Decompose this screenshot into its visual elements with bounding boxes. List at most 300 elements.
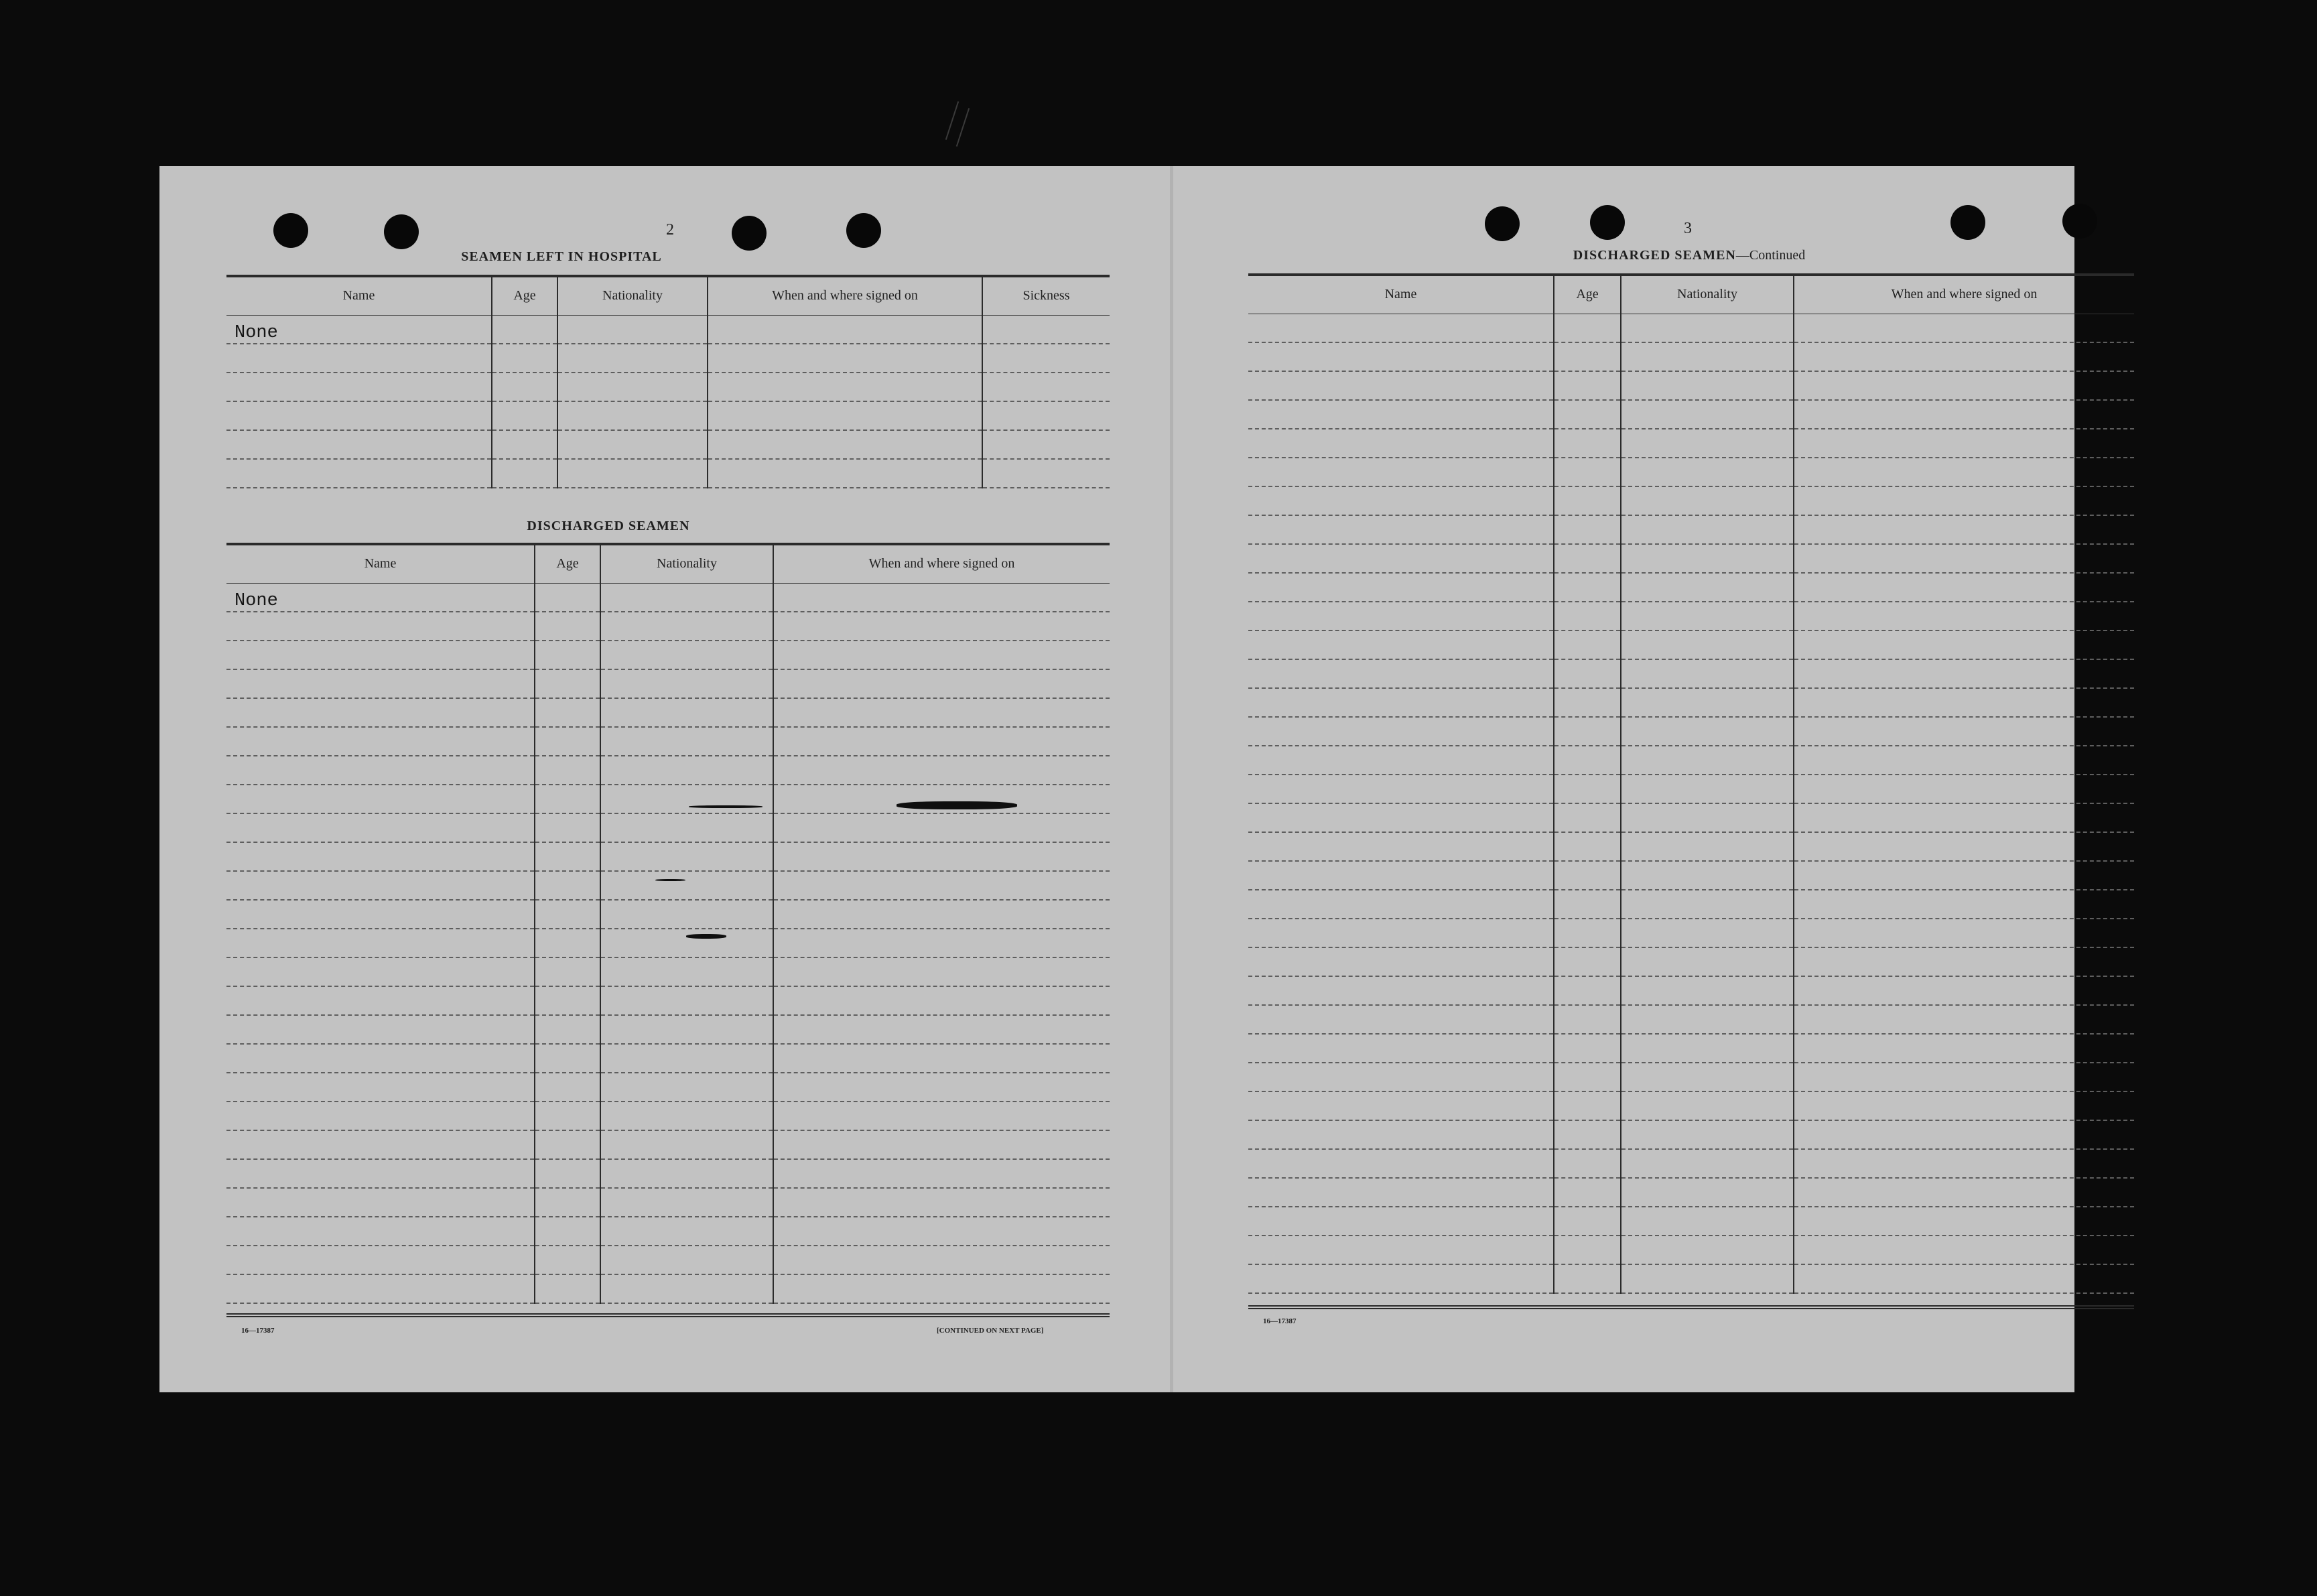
table-cell <box>1794 746 2134 775</box>
table-cell <box>708 344 982 373</box>
table-cell <box>1794 314 2134 342</box>
table-row <box>1248 1149 2134 1178</box>
hospital-header-2: Nationality <box>557 276 708 315</box>
table-cell <box>1554 1207 1621 1236</box>
table-row <box>1248 602 2134 630</box>
table-cell <box>1621 429 1794 458</box>
table-cell <box>1554 544 1621 573</box>
table-cell <box>1554 861 1621 890</box>
table-cell <box>1794 1264 2134 1293</box>
handwritten-mark <box>945 101 959 140</box>
table-cell <box>1554 1091 1621 1120</box>
table-row <box>226 612 1110 641</box>
hospital-header-4: Sickness <box>982 276 1110 315</box>
table-cell <box>773 756 1110 785</box>
table-row <box>1248 861 2134 890</box>
table-cell <box>1248 458 1554 486</box>
table-row <box>1248 1207 2134 1236</box>
table-row <box>226 669 1110 698</box>
table-row <box>226 1015 1110 1044</box>
table-cell <box>535 1188 600 1217</box>
table-cell <box>492 373 557 401</box>
table-cell <box>1621 400 1794 429</box>
table-cell <box>1554 659 1621 688</box>
table-cell <box>773 986 1110 1015</box>
table-row <box>226 957 1110 986</box>
table-cell <box>1794 890 2134 919</box>
table-cell <box>1621 688 1794 717</box>
table-cell <box>1248 1120 1554 1149</box>
table-cell <box>1621 947 1794 976</box>
table-cell <box>600 756 773 785</box>
table-cell <box>1621 342 1794 371</box>
table-row <box>226 1274 1110 1303</box>
continued-note: [CONTINUED ON NEXT PAGE] <box>937 1327 1044 1335</box>
table-cell <box>600 929 773 957</box>
table-cell <box>226 900 535 929</box>
discharged-continued-title: DISCHARGED SEAMEN—Continued <box>1573 248 1806 263</box>
table-row <box>226 583 1110 612</box>
table-cell <box>1554 314 1621 342</box>
table-cell <box>1554 400 1621 429</box>
table-row <box>226 315 1110 344</box>
binder-hole <box>273 213 308 248</box>
table-cell <box>1248 602 1554 630</box>
binder-hole <box>1950 205 1985 240</box>
table-cell <box>226 756 535 785</box>
table-cell <box>982 401 1110 430</box>
table-cell <box>1794 515 2134 544</box>
table-cell <box>1621 486 1794 515</box>
table-cell <box>773 929 1110 957</box>
table-cell <box>226 1073 535 1102</box>
table-cell <box>492 315 557 344</box>
table-cell <box>600 1246 773 1274</box>
table-cell <box>708 315 982 344</box>
table-cell <box>226 1217 535 1246</box>
table-cell <box>226 669 535 698</box>
table-cell <box>1794 630 2134 659</box>
table-row <box>226 459 1110 488</box>
table-cell <box>1248 976 1554 1005</box>
discharged-continued-header-0: Name <box>1248 275 1554 314</box>
table-row <box>226 1188 1110 1217</box>
binder-hole <box>1590 205 1625 240</box>
table-cell <box>1554 947 1621 976</box>
table-row <box>226 1130 1110 1159</box>
left-page <box>159 166 1170 1392</box>
table-row <box>226 1102 1110 1130</box>
table-cell <box>1554 515 1621 544</box>
table-cell <box>1621 1120 1794 1149</box>
table-cell <box>535 698 600 727</box>
table-cell <box>600 871 773 900</box>
table-row <box>1248 775 2134 803</box>
table-row <box>226 1217 1110 1246</box>
binder-hole <box>1485 206 1520 241</box>
table-row <box>226 1073 1110 1102</box>
table-cell <box>600 813 773 842</box>
table-cell <box>1554 573 1621 602</box>
table-row <box>1248 1034 2134 1063</box>
bottom-rule <box>226 1313 1110 1317</box>
table-row <box>226 871 1110 900</box>
table-cell <box>557 459 708 488</box>
table-cell <box>600 785 773 813</box>
table-row <box>226 929 1110 957</box>
table-cell <box>600 957 773 986</box>
table-row <box>226 1159 1110 1188</box>
table-cell <box>535 756 600 785</box>
table-cell <box>1794 1120 2134 1149</box>
table-cell <box>1554 1063 1621 1091</box>
table-cell <box>773 1102 1110 1130</box>
table-cell <box>1554 630 1621 659</box>
table-cell <box>600 583 773 612</box>
table-cell <box>535 1102 600 1130</box>
table-cell <box>226 727 535 756</box>
table-cell <box>1554 1120 1621 1149</box>
table-cell <box>1248 314 1554 342</box>
table-cell <box>535 842 600 871</box>
table-cell <box>1248 400 1554 429</box>
table-cell <box>226 813 535 842</box>
table-cell <box>708 430 982 459</box>
discharged-section-title: DISCHARGED SEAMEN <box>527 519 690 533</box>
table-cell <box>535 641 600 669</box>
table-cell <box>1248 832 1554 861</box>
table-cell <box>1554 1264 1621 1293</box>
table-cell <box>557 315 708 344</box>
table-cell <box>535 1217 600 1246</box>
table-cell <box>1248 342 1554 371</box>
table-cell <box>226 1102 535 1130</box>
table-cell <box>226 929 535 957</box>
table-cell <box>982 344 1110 373</box>
discharged-header-0: Name <box>226 544 535 583</box>
table-cell <box>1554 775 1621 803</box>
table-cell <box>1248 371 1554 400</box>
table-cell <box>1248 1063 1554 1091</box>
table-cell <box>708 459 982 488</box>
table-cell <box>1794 775 2134 803</box>
table-cell <box>600 1102 773 1130</box>
table-cell <box>1794 659 2134 688</box>
table-cell <box>1554 486 1621 515</box>
table-row <box>1248 890 2134 919</box>
table-cell <box>1621 976 1794 1005</box>
table-cell <box>535 957 600 986</box>
table-cell <box>1794 400 2134 429</box>
table-cell <box>1794 1178 2134 1207</box>
table-row <box>1248 573 2134 602</box>
table-cell <box>1248 1178 1554 1207</box>
table-cell <box>1554 803 1621 832</box>
table-cell <box>1794 1091 2134 1120</box>
table-cell <box>1794 976 2134 1005</box>
table-cell <box>1554 746 1621 775</box>
table-cell <box>1248 573 1554 602</box>
table-cell <box>600 1274 773 1303</box>
table-cell <box>1794 342 2134 371</box>
table-cell <box>1621 630 1794 659</box>
table-cell <box>773 1188 1110 1217</box>
table-cell <box>1621 1091 1794 1120</box>
table-cell <box>226 1130 535 1159</box>
hospital-table <box>226 275 1110 488</box>
table-row <box>1248 429 2134 458</box>
table-cell <box>1621 371 1794 400</box>
discharged-table <box>226 543 1110 1304</box>
table-cell <box>600 986 773 1015</box>
hospital-header-0: Name <box>226 276 492 315</box>
table-cell <box>773 1015 1110 1044</box>
table-cell <box>492 401 557 430</box>
table-cell <box>1554 832 1621 861</box>
table-cell <box>1621 1034 1794 1063</box>
table-cell <box>226 344 492 373</box>
table-row <box>226 344 1110 373</box>
table-cell <box>1794 832 2134 861</box>
table-cell <box>773 1159 1110 1188</box>
table-cell <box>1248 544 1554 573</box>
table-row <box>1248 458 2134 486</box>
table-cell <box>1621 832 1794 861</box>
table-cell <box>773 900 1110 929</box>
table-cell <box>1248 890 1554 919</box>
table-row <box>1248 947 2134 976</box>
table-cell <box>535 929 600 957</box>
table-row <box>226 401 1110 430</box>
table-cell <box>1621 803 1794 832</box>
table-cell <box>1248 775 1554 803</box>
table-cell <box>535 612 600 641</box>
table-cell <box>535 986 600 1015</box>
table-cell <box>1554 976 1621 1005</box>
table-cell <box>600 612 773 641</box>
table-cell <box>600 641 773 669</box>
table-cell <box>1248 1005 1554 1034</box>
table-cell <box>1554 919 1621 947</box>
form-number: 16—17387 <box>1263 1317 1297 1325</box>
table-cell <box>1794 947 2134 976</box>
table-row <box>226 430 1110 459</box>
form-number: 16—17387 <box>241 1327 275 1335</box>
table-cell <box>708 373 982 401</box>
table-cell <box>600 1073 773 1102</box>
ink-smudge <box>686 934 726 939</box>
table-cell <box>773 727 1110 756</box>
table-cell: None <box>226 315 492 344</box>
table-row <box>1248 746 2134 775</box>
table-cell: None <box>226 583 535 612</box>
table-cell <box>1621 1264 1794 1293</box>
table-cell <box>1248 659 1554 688</box>
table-cell <box>1794 544 2134 573</box>
table-row <box>1248 919 2134 947</box>
table-cell <box>1554 1178 1621 1207</box>
table-cell <box>1794 1063 2134 1091</box>
table-row <box>226 900 1110 929</box>
table-cell <box>600 698 773 727</box>
table-cell <box>1554 429 1621 458</box>
table-row <box>226 756 1110 785</box>
table-cell <box>773 669 1110 698</box>
table-cell <box>1794 1005 2134 1034</box>
table-row <box>226 698 1110 727</box>
table-cell <box>600 1217 773 1246</box>
ink-smudge <box>897 801 1017 809</box>
table-cell <box>535 1044 600 1073</box>
table-cell <box>773 583 1110 612</box>
table-cell <box>535 669 600 698</box>
binder-hole <box>384 214 419 249</box>
table-cell <box>1554 1005 1621 1034</box>
table-cell <box>1248 861 1554 890</box>
table-cell <box>1794 602 2134 630</box>
table-cell <box>600 727 773 756</box>
table-row <box>226 842 1110 871</box>
table-cell <box>226 373 492 401</box>
table-cell <box>1248 630 1554 659</box>
table-cell <box>1621 602 1794 630</box>
table-cell <box>535 785 600 813</box>
table-row <box>1248 659 2134 688</box>
table-row <box>226 986 1110 1015</box>
table-cell <box>1621 1005 1794 1034</box>
table-cell <box>600 1044 773 1073</box>
ink-smudge <box>689 805 763 808</box>
table-cell <box>1554 1149 1621 1178</box>
right-page <box>1173 166 2074 1392</box>
page-number: 3 <box>1684 220 1692 237</box>
table-cell <box>1621 1149 1794 1178</box>
table-row <box>226 813 1110 842</box>
table-cell <box>492 344 557 373</box>
table-cell <box>1794 371 2134 400</box>
table-cell <box>1794 458 2134 486</box>
table-cell <box>1621 717 1794 746</box>
table-cell <box>773 612 1110 641</box>
ink-smudge <box>655 879 685 881</box>
binder-hole <box>2062 204 2097 239</box>
table-row <box>1248 803 2134 832</box>
table-cell <box>1794 861 2134 890</box>
table-cell <box>1794 717 2134 746</box>
discharged-continued-header-1: Age <box>1554 275 1621 314</box>
table-cell <box>1621 659 1794 688</box>
table-cell <box>1248 1034 1554 1063</box>
table-cell <box>982 459 1110 488</box>
table-cell <box>1794 1207 2134 1236</box>
table-cell <box>773 641 1110 669</box>
table-cell <box>1248 429 1554 458</box>
table-cell <box>1621 515 1794 544</box>
table-cell <box>226 430 492 459</box>
table-cell <box>1621 1063 1794 1091</box>
table-cell <box>773 1130 1110 1159</box>
table-cell <box>535 1073 600 1102</box>
discharged-continued-header-2: Nationality <box>1621 275 1794 314</box>
table-cell <box>1554 1034 1621 1063</box>
table-cell <box>1554 717 1621 746</box>
table-cell <box>226 1188 535 1217</box>
table-cell <box>535 1015 600 1044</box>
table-cell <box>773 1274 1110 1303</box>
table-cell <box>1248 803 1554 832</box>
table-cell <box>600 842 773 871</box>
table-cell <box>226 401 492 430</box>
table-cell <box>1248 947 1554 976</box>
hospital-header-1: Age <box>492 276 557 315</box>
table-cell <box>1794 1236 2134 1264</box>
table-cell <box>1621 1207 1794 1236</box>
table-row <box>1248 1120 2134 1149</box>
table-cell <box>1621 861 1794 890</box>
table-row <box>226 373 1110 401</box>
table-cell <box>226 612 535 641</box>
table-cell <box>226 641 535 669</box>
table-cell <box>226 698 535 727</box>
table-cell <box>600 669 773 698</box>
table-row <box>1248 314 2134 342</box>
table-cell <box>226 1246 535 1274</box>
table-cell <box>535 813 600 842</box>
table-cell <box>1248 486 1554 515</box>
table-cell <box>773 698 1110 727</box>
table-cell <box>773 813 1110 842</box>
table-cell <box>226 785 535 813</box>
table-cell <box>535 727 600 756</box>
table-cell <box>1794 1034 2134 1063</box>
discharged-continued-table <box>1248 273 2134 1294</box>
table-cell <box>982 430 1110 459</box>
table-cell <box>226 986 535 1015</box>
table-row <box>1248 1091 2134 1120</box>
table-cell <box>226 1044 535 1073</box>
discharged-continued-header-3: When and where signed on <box>1794 275 2134 314</box>
table-cell <box>773 1073 1110 1102</box>
table-cell <box>226 1274 535 1303</box>
table-cell <box>1248 717 1554 746</box>
table-cell <box>557 401 708 430</box>
table-cell <box>1248 1236 1554 1264</box>
table-cell <box>982 315 1110 344</box>
table-cell <box>1248 1149 1554 1178</box>
page-number: 2 <box>666 221 674 239</box>
table-row <box>1248 1236 2134 1264</box>
table-cell <box>1554 688 1621 717</box>
discharged-header-3: When and where signed on <box>773 544 1110 583</box>
table-row <box>226 1044 1110 1073</box>
table-cell <box>708 401 982 430</box>
table-row <box>1248 486 2134 515</box>
table-cell <box>1621 458 1794 486</box>
table-cell <box>535 1130 600 1159</box>
table-cell <box>1621 544 1794 573</box>
binder-hole <box>732 216 767 251</box>
table-cell <box>1554 342 1621 371</box>
table-cell <box>1621 1236 1794 1264</box>
table-row <box>1248 342 2134 371</box>
table-cell <box>1794 486 2134 515</box>
handwritten-mark <box>956 108 970 147</box>
table-cell <box>600 1015 773 1044</box>
table-cell <box>226 842 535 871</box>
table-cell <box>1621 573 1794 602</box>
discharged-header-2: Nationality <box>600 544 773 583</box>
table-cell <box>600 1159 773 1188</box>
